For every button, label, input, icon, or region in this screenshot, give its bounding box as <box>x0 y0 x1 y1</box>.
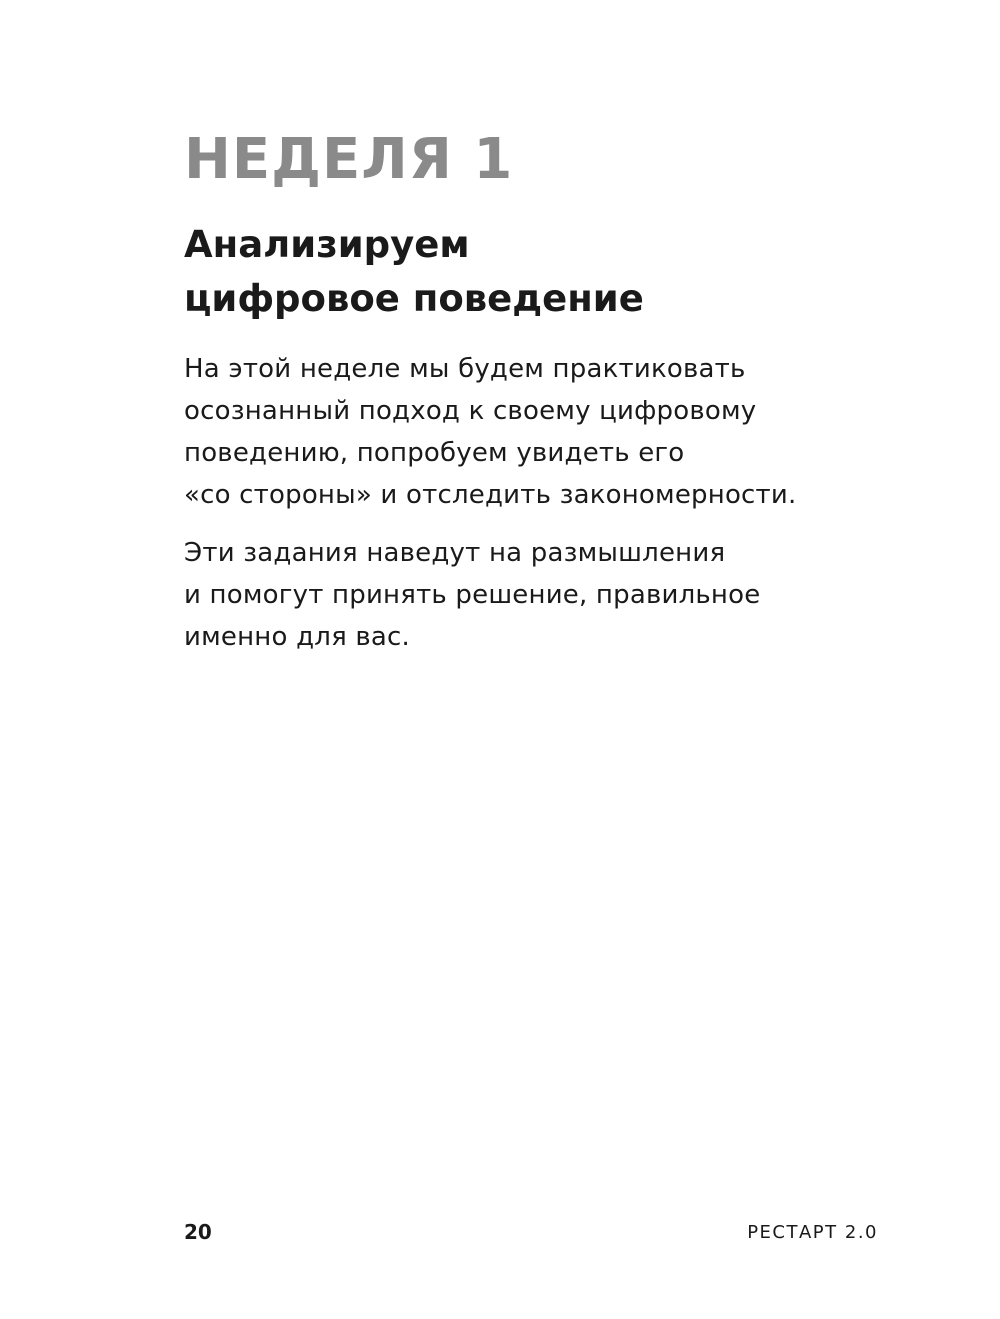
page-number: 20 <box>184 1220 212 1244</box>
section-heading-line: Анализируем <box>184 223 470 266</box>
paragraph-line: «со стороны» и отследить закономерности. <box>184 480 797 510</box>
paragraph-line: поведению, попробуем увидеть его <box>184 438 685 468</box>
section-heading-line: цифровое поведение <box>184 277 644 320</box>
page-content <box>184 128 904 658</box>
section-heading <box>184 218 904 326</box>
intro-paragraph <box>184 348 904 516</box>
paragraph-line: На этой неделе мы будем практиковать <box>184 354 746 384</box>
paragraph-line: и помогут принять решение, правильное <box>184 580 761 610</box>
running-title: РЕСТАРТ 2.0 <box>747 1222 878 1243</box>
paragraph-line: осознанный подход к своему цифровому <box>184 396 757 426</box>
paragraph-line: Эти задания наведут на размышления <box>184 538 726 568</box>
week-title: НЕДЕЛЯ 1 <box>184 127 514 192</box>
paragraph-line: именно для вас. <box>184 622 410 652</box>
tasks-paragraph <box>184 532 904 658</box>
